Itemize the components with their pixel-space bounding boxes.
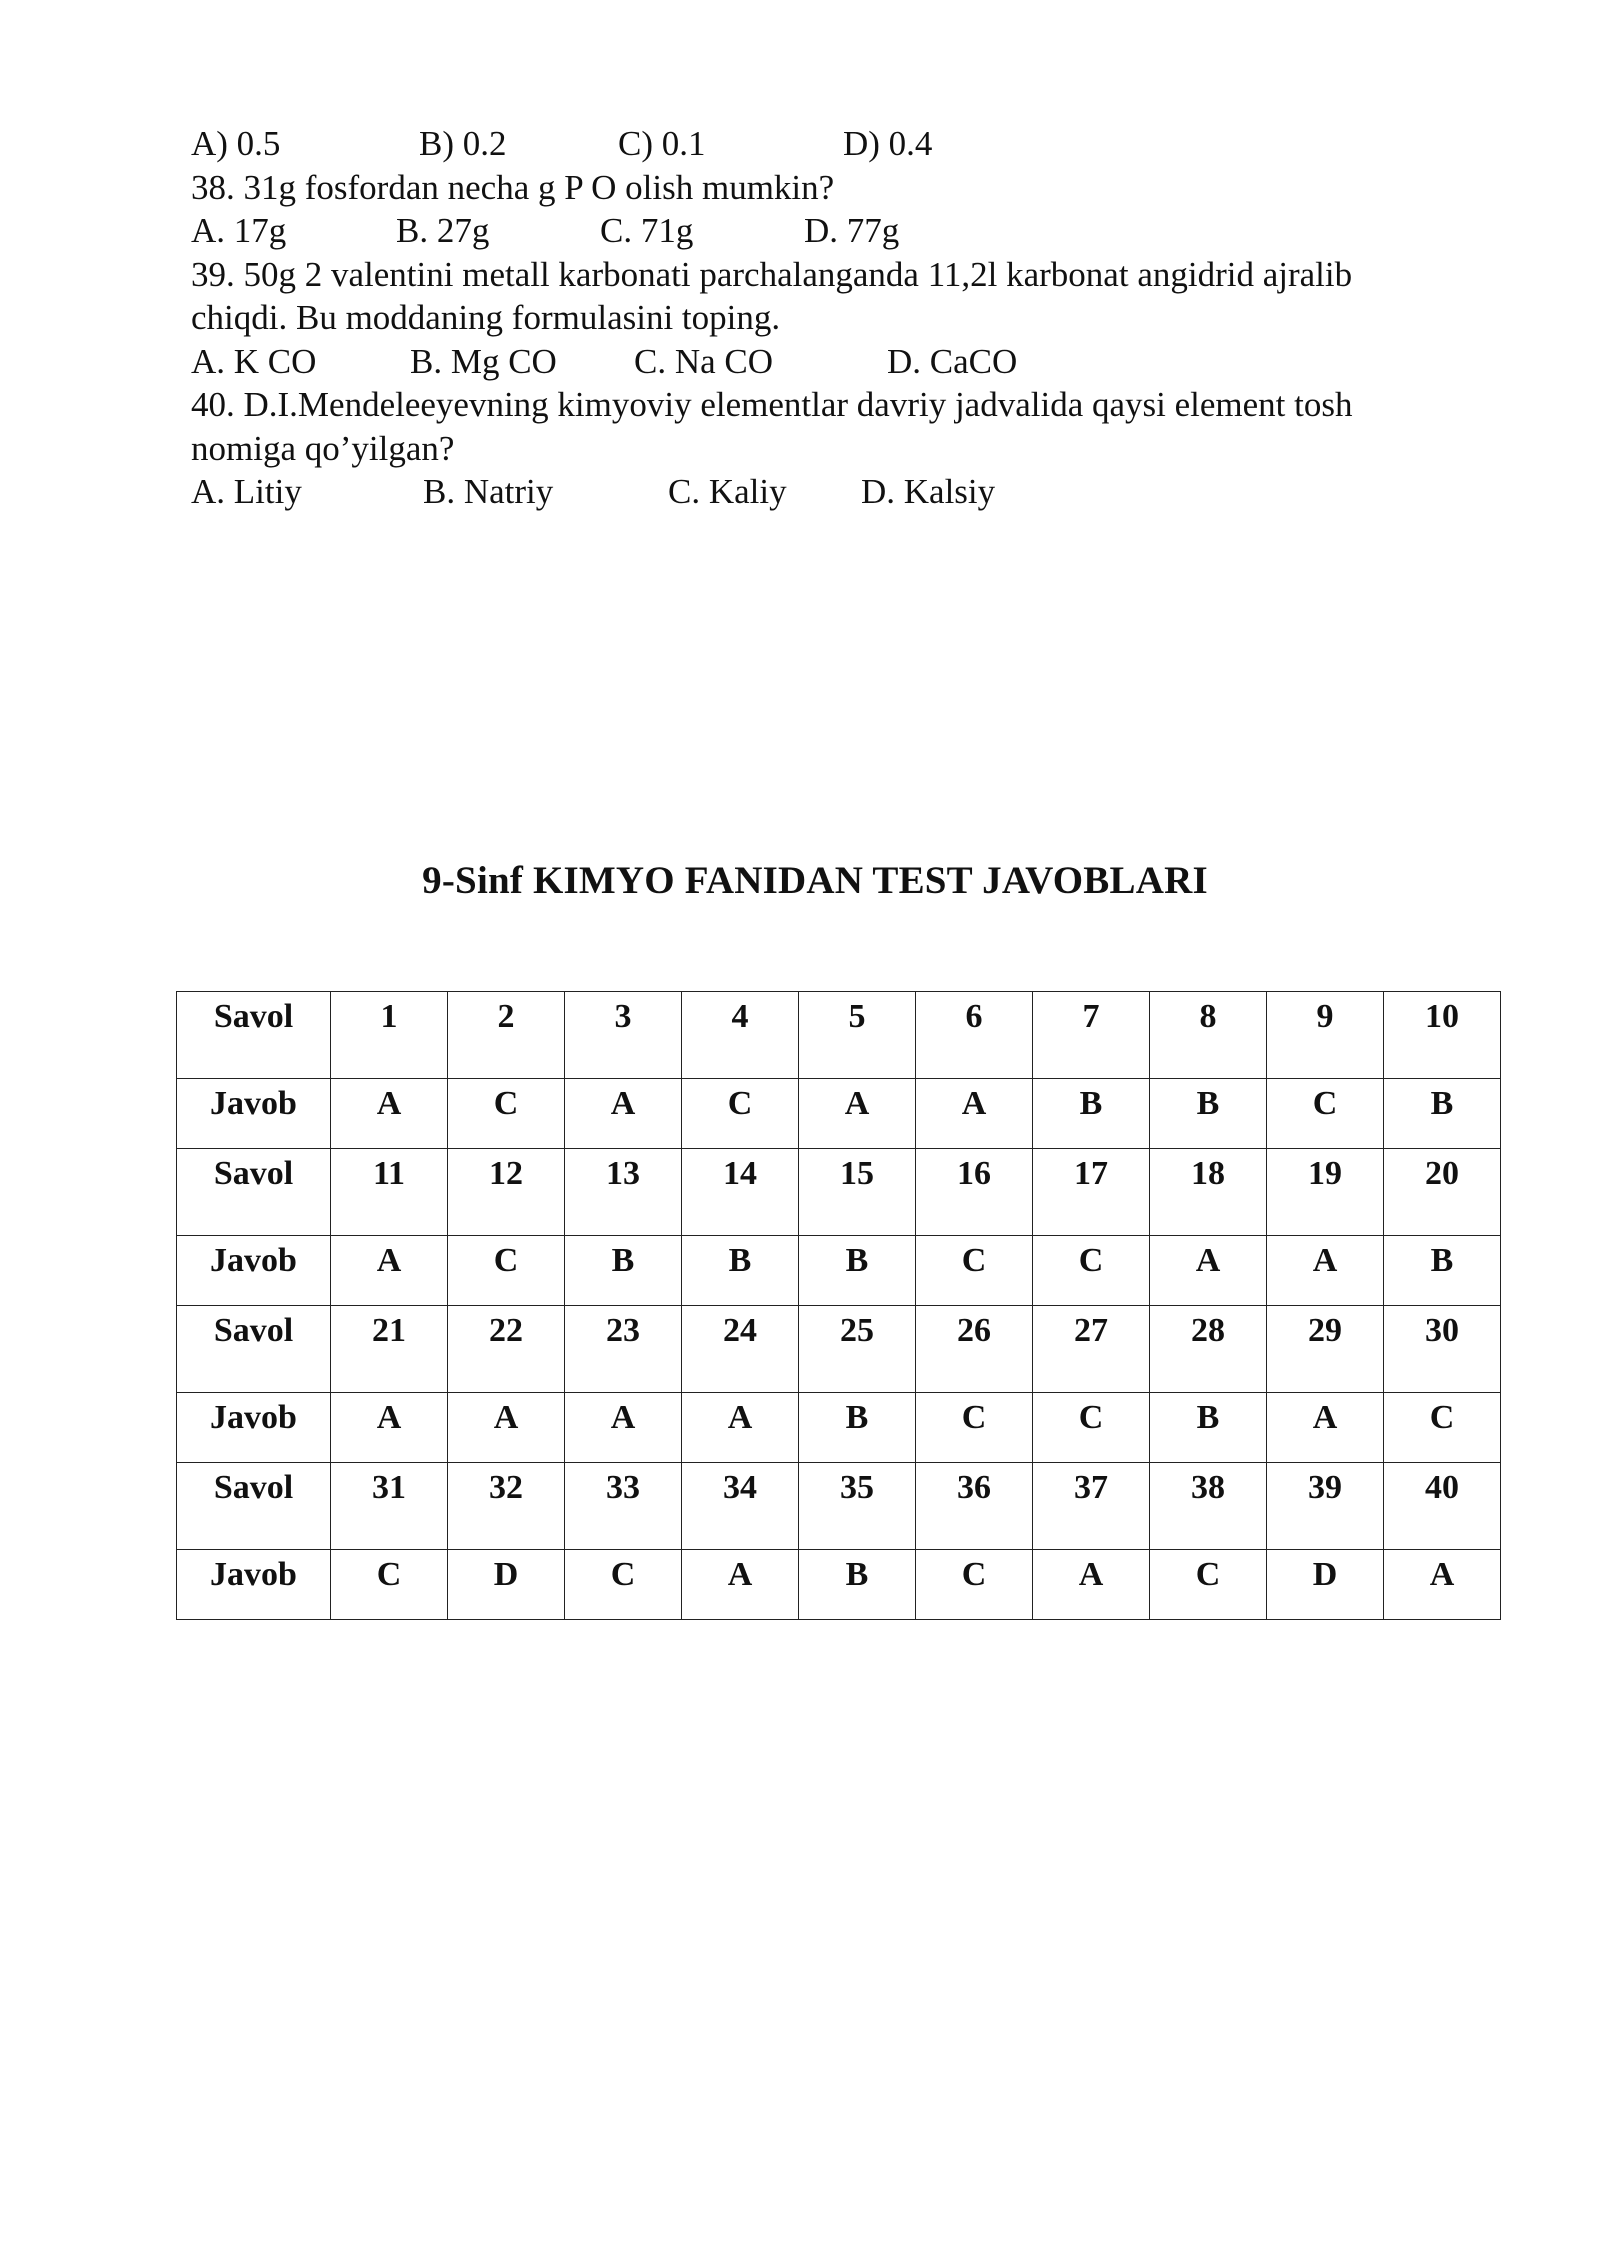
answer-letter-cell: C	[916, 1236, 1033, 1306]
q39-text-line1: 39. 50g 2 valentini metall karbonati parchalanganda 11,2l karbonat angidrid ajralib	[191, 254, 1353, 294]
answer-letter-cell: A	[565, 1393, 682, 1463]
question-number-cell: 11	[331, 1149, 448, 1236]
question-number-cell: 27	[1033, 1306, 1150, 1393]
question-number-cell: 24	[682, 1306, 799, 1393]
question-number-cell: 36	[916, 1463, 1033, 1550]
q40-text-line2: nomiga qo’yilgan?	[191, 428, 455, 468]
javob-label-cell: Javob	[177, 1079, 331, 1149]
answer-letter-cell: A	[799, 1079, 916, 1149]
javob-label-cell: Javob	[177, 1550, 331, 1620]
question-number-cell: 38	[1150, 1463, 1267, 1550]
answer-letter-cell: C	[1033, 1393, 1150, 1463]
question-number-cell: 7	[1033, 992, 1150, 1079]
q38-option-c: C. 71g	[600, 211, 694, 250]
answer-letter-cell: C	[448, 1079, 565, 1149]
question-number-cell: 8	[1150, 992, 1267, 1079]
q39-option-d: D. CaCO	[887, 341, 1018, 381]
question-number-cell: 22	[448, 1306, 565, 1393]
question-number-cell: 9	[1267, 992, 1384, 1079]
answer-letter-cell: B	[799, 1550, 916, 1620]
question-number-cell: 31	[331, 1463, 448, 1550]
answer-letter-cell: C	[1033, 1236, 1150, 1306]
q40-option-d: D. Kalsiy	[861, 472, 996, 511]
answer-letter-cell: C	[331, 1550, 448, 1620]
answer-letter-cell: A	[331, 1236, 448, 1306]
answer-letter-cell: A	[565, 1079, 682, 1149]
question-number-cell: 18	[1150, 1149, 1267, 1236]
answer-letter-cell: D	[448, 1550, 565, 1620]
answer-letter-cell: B	[1384, 1079, 1501, 1149]
question-number-cell: 29	[1267, 1306, 1384, 1393]
question-number-cell: 34	[682, 1463, 799, 1550]
question-number-cell: 2	[448, 992, 565, 1079]
answer-letter-cell: A	[1384, 1550, 1501, 1620]
q40-option-b: B. Natriy	[423, 472, 554, 511]
question-number-cell: 20	[1384, 1149, 1501, 1236]
answer-letter-cell: B	[1150, 1393, 1267, 1463]
savol-label-cell: Savol	[177, 992, 331, 1079]
question-number-cell: 17	[1033, 1149, 1150, 1236]
answer-letter-cell: C	[682, 1079, 799, 1149]
q40-option-a: A. Litiy	[191, 472, 302, 511]
question-number-cell: 26	[916, 1306, 1033, 1393]
answer-letter-cell: C	[916, 1393, 1033, 1463]
answer-letter-cell: A	[682, 1550, 799, 1620]
answer-letter-cell: A	[682, 1393, 799, 1463]
q39-options-line	[191, 340, 1451, 384]
savol-row	[177, 1463, 1501, 1550]
question-number-cell: 12	[448, 1149, 565, 1236]
question-number-cell: 3	[565, 992, 682, 1079]
question-number-cell: 19	[1267, 1149, 1384, 1236]
question-number-cell: 32	[448, 1463, 565, 1550]
answer-letter-cell: A	[448, 1393, 565, 1463]
javob-row	[177, 1236, 1501, 1306]
questions-section	[191, 122, 1451, 514]
savol-label-cell: Savol	[177, 1149, 331, 1236]
answer-letter-cell: A	[1267, 1393, 1384, 1463]
question-number-cell: 33	[565, 1463, 682, 1550]
answer-letter-cell: C	[1384, 1393, 1501, 1463]
answer-letter-cell: A	[1033, 1550, 1150, 1620]
q38-options-line	[191, 209, 1451, 253]
question-number-cell: 5	[799, 992, 916, 1079]
question-number-cell: 23	[565, 1306, 682, 1393]
answer-letter-cell: B	[799, 1393, 916, 1463]
q37-option-a: A) 0.5	[191, 124, 281, 163]
answer-letter-cell: B	[1150, 1079, 1267, 1149]
question-number-cell: 4	[682, 992, 799, 1079]
answer-letter-cell: D	[1267, 1550, 1384, 1620]
question-number-cell: 6	[916, 992, 1033, 1079]
savol-row	[177, 1306, 1501, 1393]
question-number-cell: 10	[1384, 992, 1501, 1079]
answer-letter-cell: C	[565, 1550, 682, 1620]
answer-letter-cell: B	[799, 1236, 916, 1306]
q37-option-d: D) 0.4	[843, 124, 933, 163]
question-number-cell: 15	[799, 1149, 916, 1236]
savol-row	[177, 1149, 1501, 1236]
savol-label-cell: Savol	[177, 1463, 331, 1550]
q38-text: 38. 31g fosfordan necha g P O olish mumkin?	[191, 167, 835, 207]
q39-option-c: C. Na CO	[634, 341, 774, 381]
answer-letter-cell: C	[1150, 1550, 1267, 1620]
q38-option-b: B. 27g	[396, 211, 490, 250]
question-number-cell: 37	[1033, 1463, 1150, 1550]
question-number-cell: 25	[799, 1306, 916, 1393]
javob-row	[177, 1079, 1501, 1149]
answer-letter-cell: C	[1267, 1079, 1384, 1149]
q38-option-a: A. 17g	[191, 211, 287, 250]
answer-letter-cell: A	[916, 1079, 1033, 1149]
answers-title: 9-Sinf KIMYO FANIDAN TEST JAVOBLARI	[422, 859, 1208, 902]
q40-options-line	[191, 470, 1451, 514]
answer-table	[176, 991, 1501, 1620]
q39-option-a: A. K CO	[191, 341, 317, 381]
answer-letter-cell: B	[1033, 1079, 1150, 1149]
savol-row	[177, 992, 1501, 1079]
answer-letter-cell: A	[331, 1393, 448, 1463]
javob-row	[177, 1393, 1501, 1463]
q37-option-b: B) 0.2	[419, 124, 507, 163]
q40-text-line1: 40. D.I.Mendeleeyevning kimyoviy elementlar davriy jadvalida qaysi element tosh	[191, 385, 1353, 424]
question-number-cell: 35	[799, 1463, 916, 1550]
javob-label-cell: Javob	[177, 1236, 331, 1306]
question-number-cell: 30	[1384, 1306, 1501, 1393]
answer-letter-cell: A	[1150, 1236, 1267, 1306]
answer-letter-cell: C	[448, 1236, 565, 1306]
question-number-cell: 14	[682, 1149, 799, 1236]
question-number-cell: 1	[331, 992, 448, 1079]
answer-letter-cell: B	[1384, 1236, 1501, 1306]
javob-label-cell: Javob	[177, 1393, 331, 1463]
savol-label-cell: Savol	[177, 1306, 331, 1393]
question-number-cell: 28	[1150, 1306, 1267, 1393]
answer-letter-cell: C	[916, 1550, 1033, 1620]
q40-option-c: C. Kaliy	[668, 472, 787, 511]
question-number-cell: 39	[1267, 1463, 1384, 1550]
question-number-cell: 16	[916, 1149, 1033, 1236]
answer-letter-cell: B	[682, 1236, 799, 1306]
answer-letter-cell: A	[331, 1079, 448, 1149]
javob-row	[177, 1550, 1501, 1620]
q39-text-line2: chiqdi. Bu moddaning formulasini toping.	[191, 298, 781, 337]
q37-option-c: C) 0.1	[618, 124, 706, 163]
answer-letter-cell: A	[1267, 1236, 1384, 1306]
question-number-cell: 13	[565, 1149, 682, 1236]
question-number-cell: 21	[331, 1306, 448, 1393]
answer-letter-cell: B	[565, 1236, 682, 1306]
q37-options-line	[191, 122, 1451, 166]
q38-option-d: D. 77g	[804, 211, 900, 250]
question-number-cell: 40	[1384, 1463, 1501, 1550]
q39-option-b: B. Mg CO	[410, 341, 557, 381]
